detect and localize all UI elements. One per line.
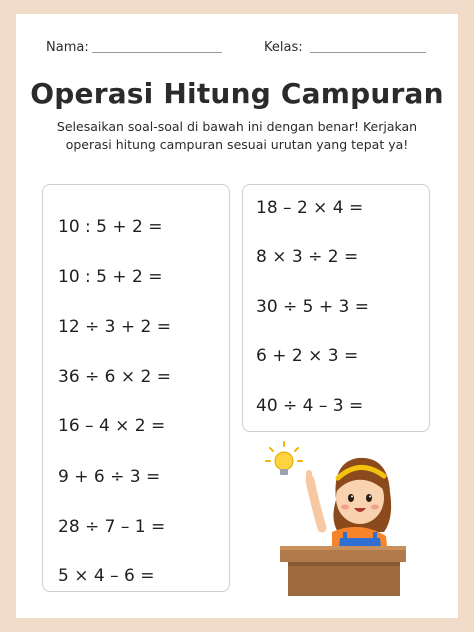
page-title: Operasi Hitung Campuran xyxy=(30,77,444,110)
name-line xyxy=(92,52,222,53)
class-label: Kelas: xyxy=(264,40,303,55)
problem-item: 9 + 6 ÷ 3 = xyxy=(58,467,161,487)
instructions-line-2: operasi hitung campuran sesuai urutan yang tepat ya! xyxy=(65,137,409,152)
left-problems-box xyxy=(42,184,230,592)
class-line xyxy=(310,52,426,53)
problem-item: 8 × 3 ÷ 2 = xyxy=(256,247,359,267)
problem-item: 5 × 4 – 6 = xyxy=(58,566,155,586)
problem-item: 18 – 2 × 4 = xyxy=(256,198,364,218)
problem-item: 16 – 4 × 2 = xyxy=(58,416,166,436)
problem-item: 40 ÷ 4 – 3 = xyxy=(256,396,364,416)
problem-item: 10 : 5 + 2 = xyxy=(58,217,163,237)
right-problems-box xyxy=(242,184,430,432)
problem-item: 36 ÷ 6 × 2 = xyxy=(58,367,172,387)
instructions-line-1: Selesaikan soal-soal di bawah ini dengan benar! Kerjakan xyxy=(56,119,418,134)
instructions xyxy=(56,118,418,154)
problem-item: 6 + 2 × 3 = xyxy=(256,346,359,366)
problem-item: 28 ÷ 7 – 1 = xyxy=(58,517,166,537)
problem-item: 30 ÷ 5 + 3 = xyxy=(256,297,370,317)
name-label: Nama: xyxy=(46,40,89,55)
girl-idea-illustration xyxy=(252,440,422,600)
problem-item: 12 ÷ 3 + 2 = xyxy=(58,317,172,337)
lightbulb-icon xyxy=(266,442,302,475)
problem-item: 10 : 5 + 2 = xyxy=(58,267,163,287)
